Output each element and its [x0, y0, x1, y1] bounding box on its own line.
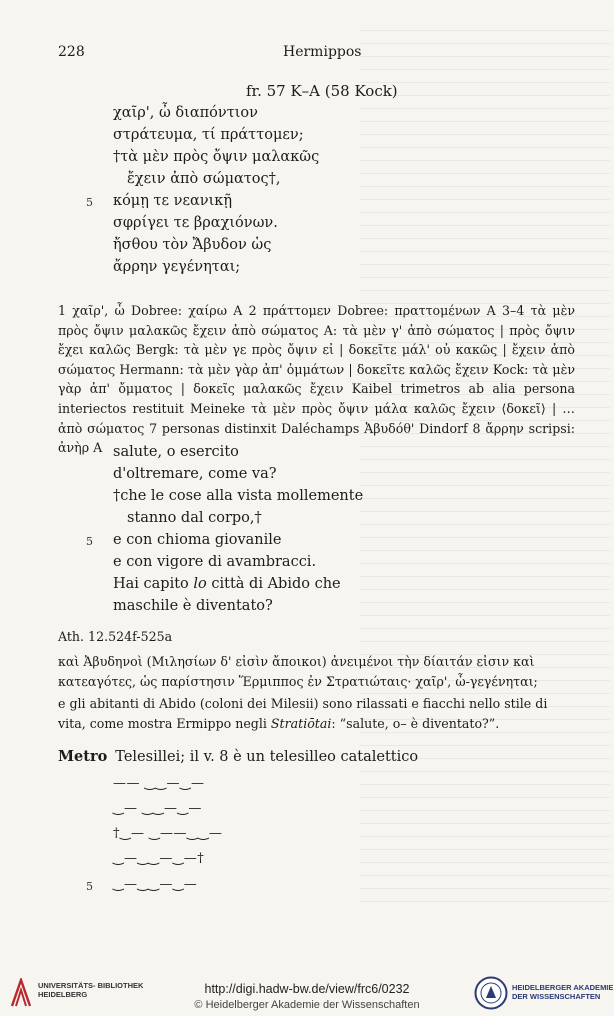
permalink-url[interactable]: http://digi.hadw-bw.de/view/frc6/0232: [204, 982, 410, 996]
translation-line: d'oltremare, come va?: [113, 466, 277, 482]
verse-line: †τὰ μὲν πρὸς ὄψιν μαλακῶς: [113, 149, 320, 165]
academy-seal-icon: [474, 976, 508, 1010]
source-italian-text: e gli abitanti di Abido (coloni dei Milesii) sono rilassati e fiacchi nello stile di vita, come mostra Ermippo negli Stratiōtai: “salute, o– è diventato?”.: [58, 696, 548, 731]
translation-line: maschile è diventato?: [113, 598, 273, 614]
verse-number: 5: [86, 196, 93, 209]
translation-line: stanno dal corpo,†: [127, 510, 262, 526]
source-reference: Ath. 12.524f-525a: [58, 629, 173, 644]
critical-apparatus: 1 χαῖρ', ὦ Dobree: χαίρω A 2 πράττομεν Dobree: πραττομένων A 3–4 τὰ μὲν πρὸς ὄψιν μαλακῶς ἔχειν ἀπὸ σώματος A: τὰ μὲν γ' ἀπὸ σώματος | πρὸς ὄψιν ἔχει καλῶς Bergk: τὰ μὲν γε πρὸς ὄψιν εἰ | δοκεῖτε μάλ' οὐ κακῶς | ἔχειν ἀπὸ σώματος Hermann: τὰ μὲν γὰρ ἀπ' ὀμμάτων | δοκεῖτε καλῶς ἔχειν Kock: τὰ μὲν γὰρ ἀπ' ὄμματος | δοκεῖς μαλακῶς ἔχειν Kaibel trimetros ab alia persona interiectos restituit Meineke τὰ μὲν πρὸς ὄψιν μάλα καλῶς ἔχειν ⟨δοκεῖ⟩ | … ἀπὸ σώματος 7 personas distinxit Daléchamps Ἀβυδόθ' Dindorf 8 ἄρρην scripsi: ἀνὴρ A: [58, 303, 575, 456]
verse-line: ἤσθου τὸν Ἄβυδον ὡς: [113, 237, 272, 253]
fragment-title: fr. 57 K–A (58 Kock): [246, 82, 398, 100]
metre-scheme: ‿—‿‿—‿—: [113, 877, 198, 892]
verse-number: 5: [86, 880, 93, 893]
academy-logo-text: HEIDELBERGER AKADEMIE DER WISSENSCHAFTEN: [512, 983, 614, 1001]
metre-description: Telesillei; il v. 8 è un telesilleo catalettico: [115, 749, 419, 765]
academy-logo[interactable]: [474, 976, 614, 1012]
source-greek-text: καὶ Ἀβυδηνοὶ (Μιλησίων δ' εἰσὶν ἄποικοι) ἀνειμένοι τὴν δίαιτάν εἰσιν καὶ κατεαγότες, ὡς παρίστησιν Ἕρμιππος ἐν Στρατιώταις· χαῖρ', ὦ-γεγένηται;: [58, 654, 538, 689]
metre-scheme: —— ‿‿—‿—: [113, 776, 205, 791]
verse-line: κόμῃ τε νεανικῇ: [113, 193, 233, 209]
verse-number: 5: [86, 535, 93, 548]
running-head-author: Hermippos: [283, 44, 362, 60]
metre-scheme: ‿— ‿‿—‿—: [113, 801, 202, 816]
metre-scheme: ‿—‿‿—‿—†: [113, 851, 205, 866]
page-number: 228: [58, 44, 85, 60]
copyright-notice: © Heidelberger Akademie der Wissenschaften: [194, 999, 420, 1011]
footer: [0, 968, 614, 1016]
translation-line: salute, o esercito: [113, 444, 239, 460]
translation-line: e con vigore di avambracci.: [113, 554, 317, 570]
translation-line: Hai capito lo città di Abido che: [113, 576, 341, 592]
library-logo-text: UNIVERSITÄTS- BIBLIOTHEK HEIDELBERG: [38, 981, 144, 999]
verse-line: ἔχειν ἀπὸ σώματος†,: [127, 171, 281, 187]
metre-label: Metro: [58, 748, 108, 765]
verse-line: ἄρρην γεγένηται;: [113, 259, 241, 275]
verse-line: σφρίγει τε βραχιόνων.: [113, 215, 278, 231]
metre-heading: [58, 748, 418, 765]
verse-line: χαῖρ', ὦ διαπόντιον: [113, 105, 258, 121]
translation-line: e con chioma giovanile: [113, 532, 282, 548]
bleed-through: [360, 30, 610, 910]
verse-line: στράτευμα, τί πράττομεν;: [113, 127, 304, 143]
metre-scheme: †‿— ‿——‿‿—: [113, 826, 223, 841]
translation-line: †che le cose alla vista mollemente: [113, 488, 364, 504]
